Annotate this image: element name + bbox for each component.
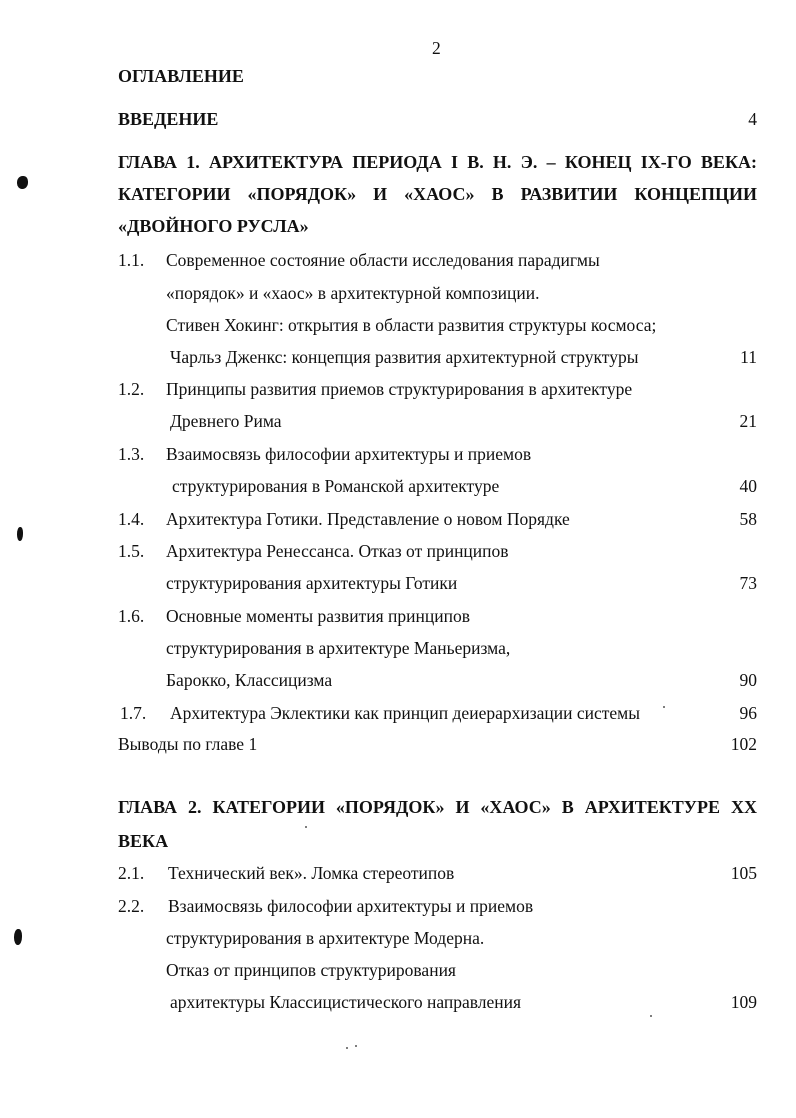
page-number: 2 [432,38,441,58]
section-title-line: Взаимосвязь философии архитектуры и приемов [166,444,532,464]
section-page: 105 [730,863,757,883]
section-title-line: Взаимосвязь философии архитектуры и приемов [168,896,534,916]
section-page: 109 [730,992,757,1012]
chapter1-title-line-3: «ДВОЙНОГО РУСЛА» [118,216,309,236]
section-number: 1.2. [118,379,145,399]
section-page: 58 [739,509,757,529]
scan-artifact-mark [17,176,28,189]
section-number: 1.1. [118,250,145,270]
section-title-line: Отказ от принципов структурирования [166,960,456,980]
chapter1-conclusions-label: Выводы по главе 1 [118,734,258,754]
section-number: 1.4. [118,509,145,529]
toc-intro-page: 4 [748,109,757,129]
section-number: 1.5. [118,541,145,561]
section-page: 21 [739,411,757,431]
section-page: 90 [739,670,757,690]
toc-intro-label: ВВЕДЕНИЕ [118,109,219,129]
section-title-line: Древнего Рима [170,411,282,431]
section-title-line: структурирования в архитектуре Модерна. [166,928,485,948]
section-title-line: «порядок» и «хаос» в архитектурной композиции. [166,283,540,303]
scan-artifact-mark [14,929,22,945]
section-title-line: Основные моменты развития принципов [166,606,470,626]
section-page: 40 [739,476,757,496]
chapter2-title-line-2: ВЕКА [118,831,169,851]
section-page: 11 [740,347,757,367]
section-title-line: Принципы развития приемов структурирования в архитектуре [166,379,633,399]
section-title-line: Стивен Хокинг: открытия в области развития структуры космоса; [166,315,657,335]
scan-speck [663,706,665,708]
section-page: 96 [739,703,757,723]
section-page: 73 [739,573,757,593]
scan-speck [355,1045,357,1047]
section-number: 1.6. [118,606,145,626]
chapter1-title-line-2: КАТЕГОРИИ «ПОРЯДОК» И «ХАОС» В РАЗВИТИИ КОНЦЕПЦИИ [118,184,757,204]
section-title-line: Современное состояние области исследования парадигмы [166,250,600,270]
section-number: 2.1. [118,863,145,883]
section-number: 2.2. [118,896,145,916]
section-number: 1.7. [120,703,147,723]
chapter1-conclusions-page: 102 [730,734,757,754]
section-title-line: архитектуры Классицистического направления [170,992,522,1012]
section-title-line: структурирования в Романской архитектуре [172,476,500,496]
toc-title: ОГЛАВЛЕНИЕ [118,66,244,86]
section-title-line: Архитектура Готики. Представление о новом Порядке [166,509,570,529]
scan-artifact-mark [17,527,23,541]
section-title-line: структурирования архитектуры Готики [166,573,458,593]
section-title-line: структурирования в архитектуре Маньеризма, [166,638,511,658]
chapter1-title-line-1: ГЛАВА 1. АРХИТЕКТУРА ПЕРИОДА I В. Н. Э. – КОНЕЦ IX-ГО ВЕКА: [118,152,757,172]
scan-speck [305,826,307,828]
section-title-line: Технический век». Ломка стереотипов [168,863,455,883]
chapter2-title-line-1: ГЛАВА 2. КАТЕГОРИИ «ПОРЯДОК» И «ХАОС» В АРХИТЕКТУРЕ XX [118,797,757,817]
scan-speck [346,1047,348,1049]
section-title-line: Чарльз Дженкс: концепция развития архитектурной структуры [170,347,639,367]
scan-speck [650,1015,652,1017]
section-title-line: Архитектура Эклектики как принцип деиерархизации системы [170,703,641,723]
section-title-line: Барокко, Классицизма [166,670,333,690]
section-number: 1.3. [118,444,145,464]
section-title-line: Архитектура Ренессанса. Отказ от принципов [166,541,509,561]
